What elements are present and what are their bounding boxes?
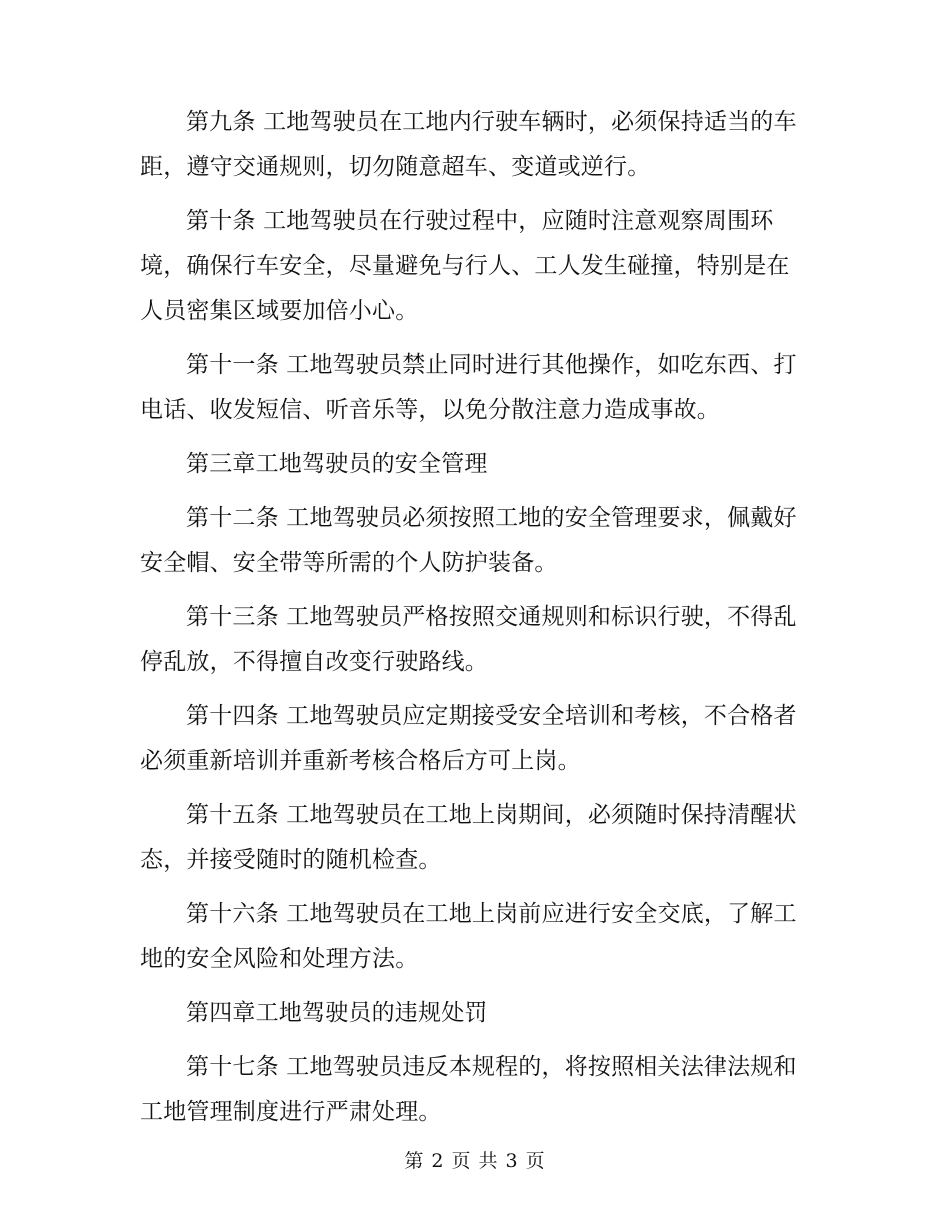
article-16: 第十六条 工地驾驶员在工地上岗前应进行安全交底，了解工地的安全风险和处理方法。 [140,901,797,972]
article-14: 第十四条 工地驾驶员应定期接受安全培训和考核，不合格者必须重新培训并重新考核合格后方可上岗。 [140,703,797,774]
article-10: 第十条 工地驾驶员在行驶过程中，应随时注意观察周围环境，确保行车安全，尽量避免与行人、工人发生碰撞，特别是在人员密集区域要加倍小心。 [140,208,790,324]
article-13: 第十三条 工地驾驶员严格按照交通规则和标识行驶，不得乱停乱放，不得擅自改变行驶路线。 [140,604,797,675]
article-15: 第十五条 工地驾驶员在工地上岗期间，必须随时保持清醒状态，并接受随时的随机检查。 [140,802,797,873]
chapter-4-heading: 第四章工地驾驶员的违规处罚 [186,1000,488,1026]
document-body [140,100,810,1144]
article-11: 第十一条 工地驾驶员禁止同时进行其他操作，如吃东西、打电话、收发短信、听音乐等，以免分散注意力造成事故。 [140,352,797,423]
page-number-footer: 第 2 页 共 3 页 [404,1150,546,1172]
article-9: 第九条 工地驾驶员在工地内行驶车辆时，必须保持适当的车距，遵守交通规则，切勿随意超车、变道或逆行。 [140,109,797,180]
article-17: 第十七条 工地驾驶员违反本规程的，将按照相关法律法规和工地管理制度进行严肃处理。 [140,1054,797,1125]
article-12: 第十二条 工地驾驶员必须按照工地的安全管理要求，佩戴好安全帽、安全带等所需的个人防护装备。 [140,505,797,576]
chapter-3-heading: 第三章工地驾驶员的安全管理 [186,451,488,477]
